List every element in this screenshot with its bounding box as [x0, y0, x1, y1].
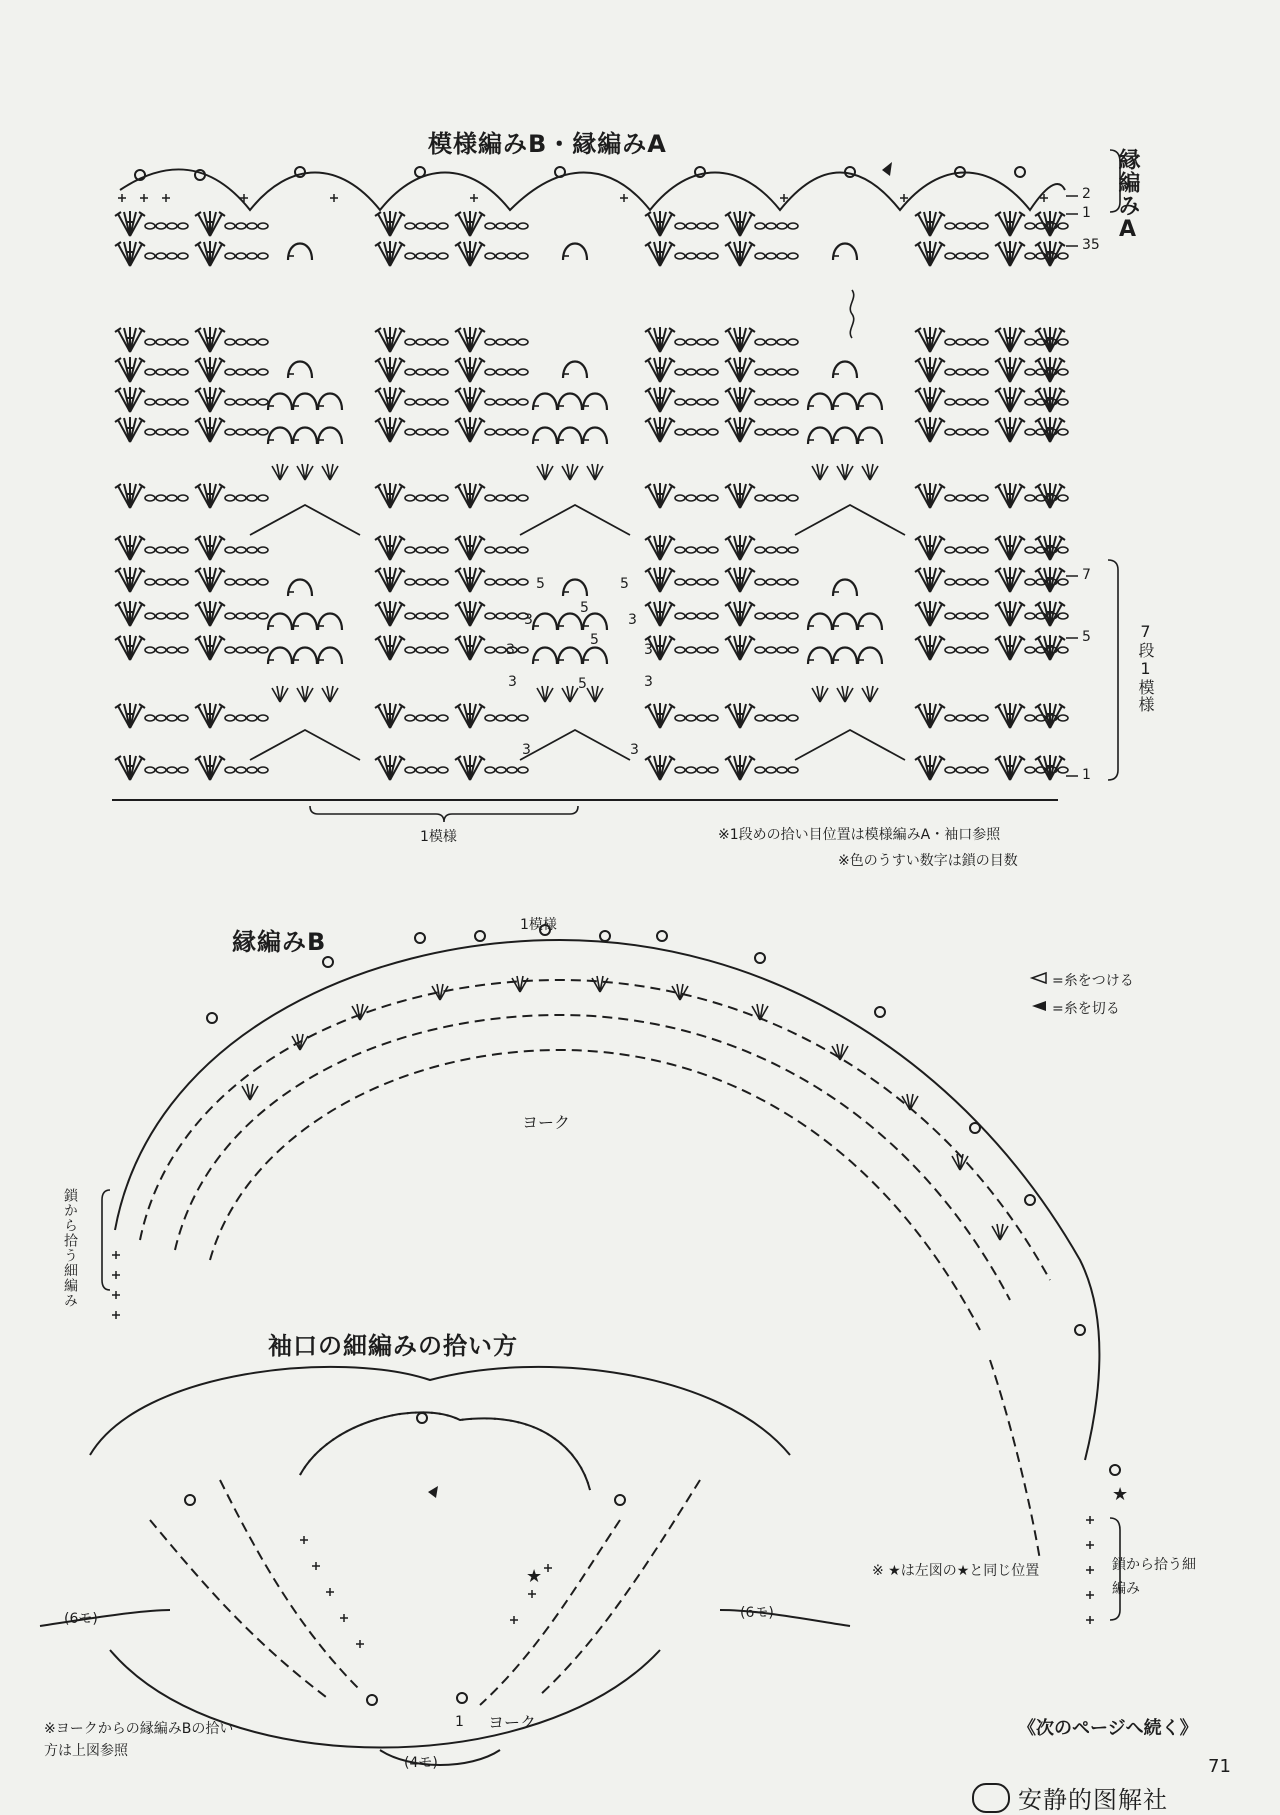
- wechat-icon: [972, 1783, 1010, 1813]
- row-marker-35: 35: [1082, 237, 1100, 253]
- row-marker-bottom-1: 1: [1082, 767, 1091, 783]
- cuff-bottom-count: (4モ): [404, 1755, 438, 1771]
- star-note: ※ ★は左図の★と同じ位置: [872, 1563, 1040, 1579]
- right-pickup-label: 鎖から拾う細編み: [1112, 1557, 1196, 1597]
- continue-label: 《次のページへ続く》: [1018, 1718, 1198, 1739]
- note-color: ※色のうすい数字は鎖の目数: [838, 853, 1018, 869]
- stitch-count: 5: [620, 576, 629, 592]
- band: [140, 980, 1050, 1280]
- cut-marker: [882, 162, 892, 176]
- pattern-label: 1模様: [420, 829, 457, 845]
- stitch-count: 5: [580, 600, 589, 616]
- attach-marker: [1032, 973, 1046, 983]
- row-marker-2: 2: [1082, 186, 1091, 202]
- cuff-inner: [300, 1412, 590, 1490]
- cuff-yoke-label: ヨーク: [488, 1713, 537, 1732]
- watermark-text: 安静的图解社: [1018, 1786, 1168, 1814]
- page-number: 71: [1208, 1756, 1231, 1777]
- cuff-right-band: [540, 1480, 700, 1695]
- repeat-label: 7段1模様: [1136, 622, 1155, 713]
- stitch-count: 3: [630, 742, 639, 758]
- stitch-count: 5: [536, 576, 545, 592]
- star-marker: ★: [1112, 1484, 1129, 1505]
- stitch-count: 3: [508, 674, 517, 690]
- repeat-bracket: [1108, 560, 1118, 780]
- legend-attach: =糸をつける: [1052, 973, 1134, 989]
- cuff-left-band: [220, 1480, 360, 1690]
- stitch-count: 3: [506, 642, 515, 658]
- stitch-count: 3: [644, 674, 653, 690]
- section-b-pattern-label: 1模様: [520, 917, 557, 933]
- cuff-one-label: 1: [455, 1714, 464, 1730]
- edge-a-label: 縁編みA: [1115, 148, 1140, 243]
- cuff-left-count: (6モ): [64, 1611, 98, 1627]
- stitch-count: 5: [590, 632, 599, 648]
- yoke-label: ヨーク: [522, 1113, 571, 1132]
- section-a-title: 模様編みB・縁編みA: [428, 130, 667, 158]
- stitch-count: 3: [522, 742, 531, 758]
- row-marker-1: 1: [1082, 205, 1091, 221]
- left-bracket: [102, 1190, 110, 1290]
- break-line: [850, 290, 853, 338]
- cut-marker: [1032, 1001, 1046, 1011]
- star-marker: ★: [526, 1566, 543, 1587]
- bottom-bracket-2: [380, 1750, 500, 1765]
- section-c-title: 袖口の細編みの拾い方: [268, 1332, 518, 1360]
- stitch-count: 3: [644, 642, 653, 658]
- cuff-note: ※ヨークからの縁編みBの拾い方は上図参照: [44, 1721, 234, 1759]
- left-pickup-label: 鎖から拾う細編み: [62, 1188, 78, 1308]
- band: [175, 1015, 1010, 1300]
- band: [210, 1050, 980, 1330]
- row-marker-5: 5: [1082, 629, 1091, 645]
- baseline-left: [40, 1610, 170, 1626]
- cut-marker: [428, 1486, 438, 1498]
- pattern-bracket: [310, 806, 578, 822]
- cuff-outer: [90, 1367, 790, 1455]
- cuff-arch: [300, 1412, 590, 1490]
- row-marker-7: 7: [1082, 567, 1091, 583]
- stitch-count: 5: [578, 676, 587, 692]
- band: [990, 1360, 1040, 1560]
- legend-cut: =糸を切る: [1052, 1001, 1120, 1017]
- cuff-right-band: [480, 1520, 620, 1705]
- stitch-count: 3: [524, 612, 533, 628]
- edge-picots: [120, 167, 1065, 210]
- cuff-right-count: (6モ): [740, 1605, 774, 1621]
- cuff-left-band: [150, 1520, 330, 1700]
- section-b-title: 縁編みB: [232, 928, 327, 956]
- note-pickup: ※1段めの拾い目位置は模様編みA・袖口参照: [718, 827, 1001, 843]
- stitch-count: 3: [628, 612, 637, 628]
- section-a-chart: [0, 0, 1280, 880]
